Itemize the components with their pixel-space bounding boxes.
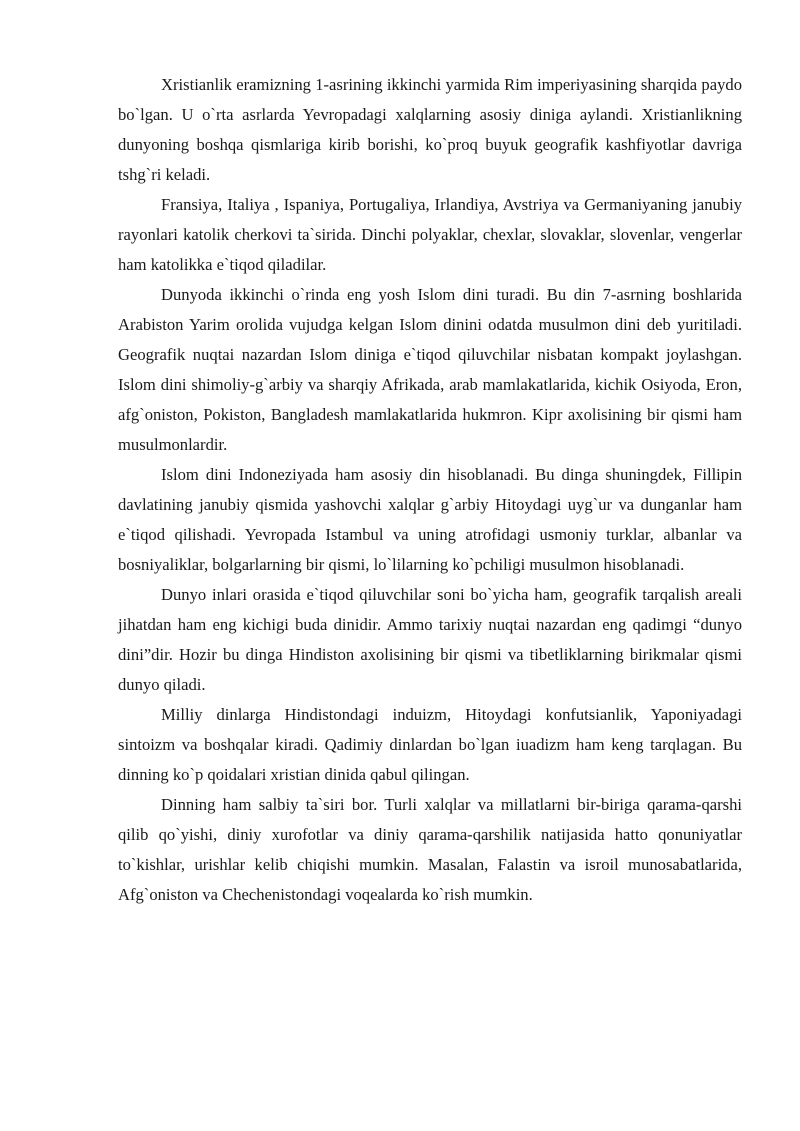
paragraph-islam-spread: Islom dini Indoneziyada ham asosiy din hisoblanadi. Bu dinga shuningdek, Fillipin davlatining janubiy qismida yashovchi xalqlar g`arbiy Hitoydagi uyg`ur va dunganlar ham e`tiqod qilishadi. Yevropada Istambul va uning atrofidagi usmoniy turklar, albanlar va bosniyaliklar, bolgarlarning bir qismi, lo`lilarning ko`pchiligi musulmon hisoblanadi. — [118, 465, 742, 574]
document-page — [118, 70, 742, 910]
paragraph-christianity: Xristianlik eramizning 1-asrining ikkinchi yarmida Rim imperiyasining sharqida paydo bo`lgan. U o`rta asrlarda Yevropadagi xalqlarning asosiy diniga aylandi. Xristianlikning dunyoning boshqa qismlariga kirib borishi, ko`proq buyuk geografik kashfiyotlar davriga tshg`ri keladi. — [118, 75, 742, 184]
paragraph-catholicism: Fransiya, Italiya , Ispaniya, Portugaliya, Irlandiya, Avstriya va Germaniyaning janubiy rayonlari katolik cherkovi ta`sirida. Dinchi polyaklar, chexlar, slovaklar, slovenlar, vengerlar ham katolikka e`tiqod qiladilar. — [118, 195, 742, 274]
paragraph-negative-influence: Dinning ham salbiy ta`siri bor. Turli xalqlar va millatlarni bir-biriga qarama-qarshi qilib qo`yishi, diniy xurofotlar va diniy qarama-qarshilik natijasida hatto qonuniyatlar to`kishlar, urishlar kelib chiqishi mumkin. Masalan, Falastin va isroil munosabatlarida, Afg`oniston va Chechenistondagi voqealarda ko`rish mumkin. — [118, 795, 742, 904]
paragraph-islam: Dunyoda ikkinchi o`rinda eng yosh Islom dini turadi. Bu din 7-asrning boshlarida Arabiston Yarim orolida vujudga kelgan Islom dinini odatda musulmon dini deb yuritiladi. Geografik nuqtai nazardan Islom diniga e`tiqod qiluvchilar nisbatan kompakt joylashgan. Islom dini shimoliy-g`arbiy va sharqiy Afrikada, arab mamlakatlarida, kichik Osiyoda, Eron, afg`oniston, Pokiston, Bangladesh mamlakatlarida hukmron. Kipr axolisining bir qismi ham musulmonlardir. — [118, 285, 742, 454]
paragraph-national-religions: Milliy dinlarga Hindistondagi induizm, Hitoydagi konfutsianlik, Yaponiyadagi sintoizm va boshqalar kiradi. Qadimiy dinlardan bo`lgan iuadizm ham keng tarqlagan. Bu dinning ko`p qoidalari xristian dinida qabul qilingan. — [118, 705, 742, 784]
paragraph-buddhism: Dunyo inlari orasida e`tiqod qiluvchilar soni bo`yicha ham, geografik tarqalish areali jihatdan ham eng kichigi buda dinidir. Ammo tarixiy nuqtai nazardan eng qadimgi “dunyo dini”dir. Hozir bu dinga Hindiston axolisining bir qismi va tibetliklarning birikmalar qismi dunyo qiladi. — [118, 585, 742, 694]
